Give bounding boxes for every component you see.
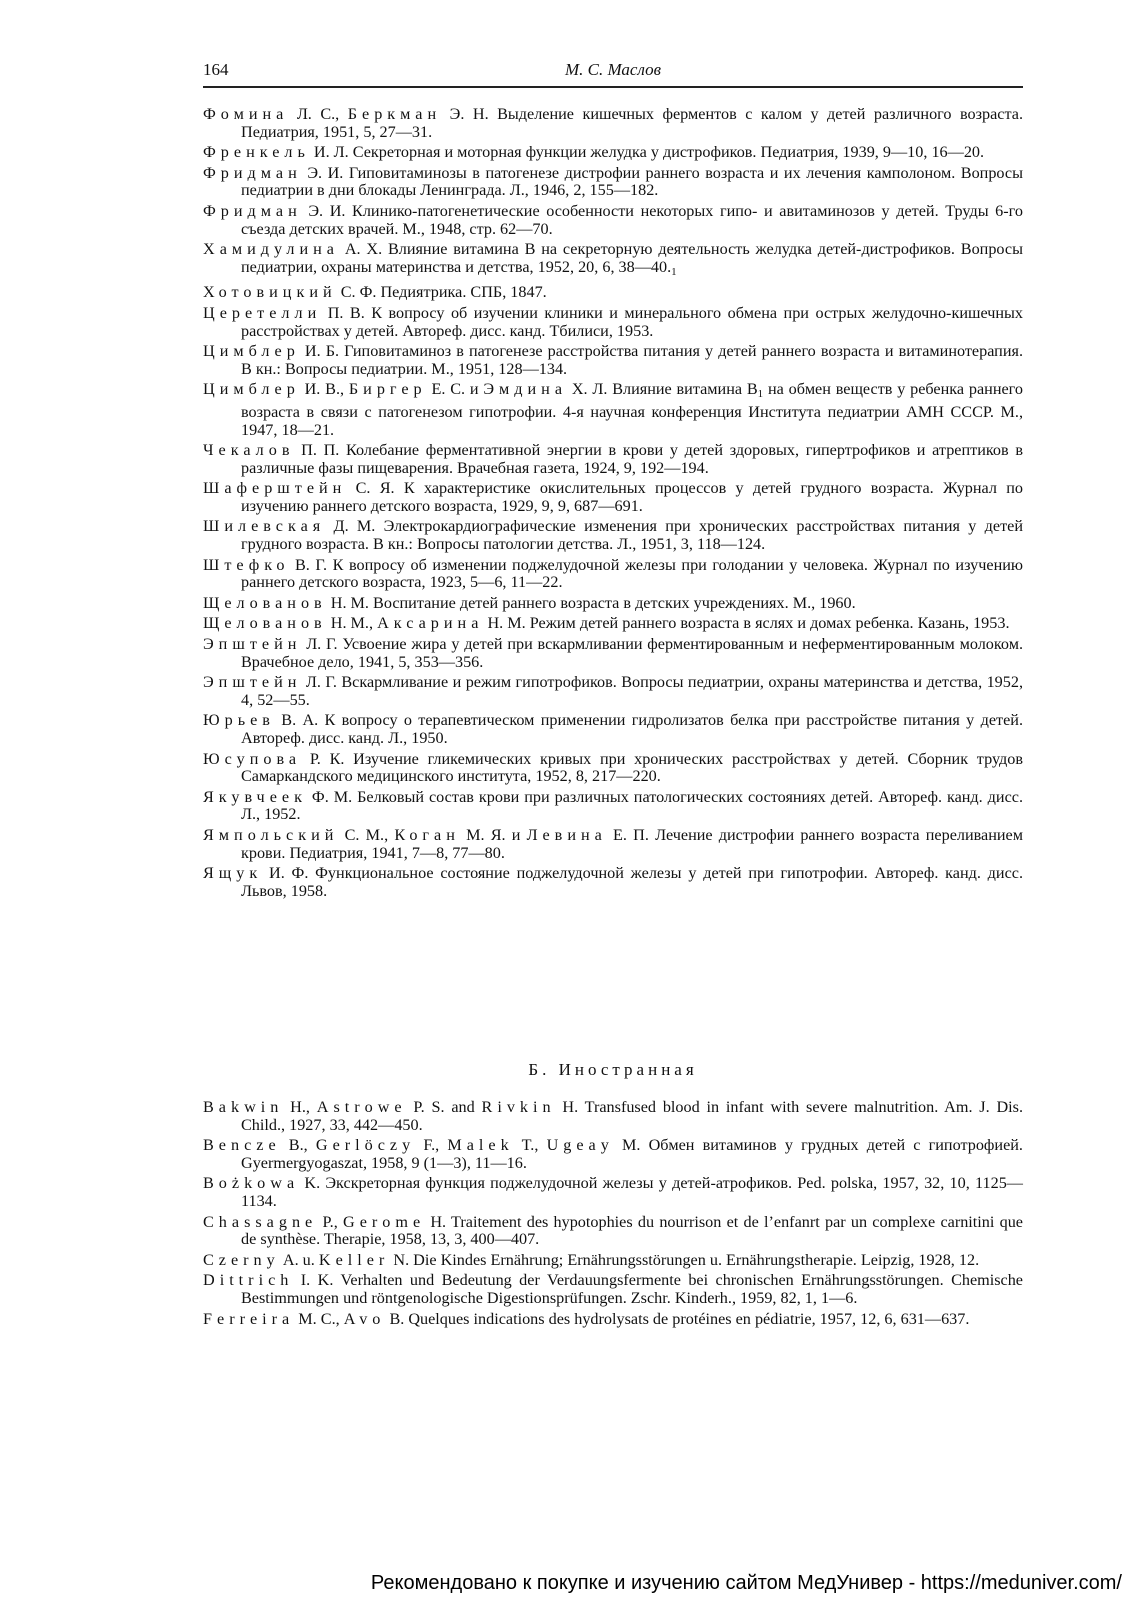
reference-text: А. Х. Влияние витамина B <box>339 240 536 259</box>
reference-text: Х. Л. Влияние витамина B <box>567 380 758 399</box>
reference-text: P., <box>317 1212 343 1231</box>
author-surname: Keller <box>318 1250 390 1269</box>
reference-entry <box>203 674 1023 709</box>
reference-entry <box>203 106 1023 141</box>
reference-text: Э. И. Гиповитаминозы в патогенезе дистрофии раннего возраста и их лечения камполоном. Вопросы педиатрии в дни блокады Ленинграда. Л., 1946, 2, 155—182. <box>241 163 1023 200</box>
author-surname: Чекалов <box>203 441 295 460</box>
reference-text: I. K. Verhalten und Bedeutung der Verdauungsfermente bei chronischen Ernährungsstörungen. Chemische Bestimmungen und röntgenologische Digestionsprüfungen. Zschr. Kinderh., 1959, 82, 1, 1—6. <box>241 1271 1023 1307</box>
author-surname: Gerome <box>343 1212 426 1231</box>
author-surname: Эпштейн <box>203 673 302 692</box>
reference-text: на секреторную деятельность желудка детей-дистрофиков. Вопросы педиатрии, охраны материнства и детства, 1952, 20, 6, 38—40. <box>241 240 1023 276</box>
reference-text: И. Б. Гиповитаминоз в патогенезе расстройства питания у детей раннего возраста и витаминотерапия. В кн.: Вопросы педиатрии. М., 1951, 128—134. <box>241 342 1023 378</box>
reference-text: Н. М. Воспитание детей раннего возраста в детских учреждениях. М., 1960. <box>326 593 856 612</box>
reference-entry <box>203 144 1023 162</box>
reference-text: B. Quelques indications des hydrolysats de protéines en pédiatrie, 1957, 12, 6, 631—637. <box>385 1309 970 1328</box>
author-surname: Щелованов <box>203 593 327 612</box>
author-surname: Цимблер <box>203 380 300 399</box>
reference-entry <box>203 165 1023 200</box>
reference-entry <box>203 865 1023 900</box>
reference-text: B., <box>280 1136 316 1155</box>
author-surname: Коган <box>394 825 460 844</box>
author-surname: Astrowe <box>316 1098 407 1116</box>
author-surname: Церетелли <box>203 303 322 322</box>
reference-text: П. В. К вопросу об изучении клиники и минерального обмена при острых желудочно-кишечных расстройствах у детей. Автореф. дисс. канд. Тбилиси, 1953. <box>241 303 1023 340</box>
author-surname: Ящук <box>203 864 263 883</box>
reference-text: Э. И. Клинико-патогенетические особенности некоторых гипо- и авитаминозов у детей. Труды 6-го съезда детских врачей. М., 1948, стр. 62—70. <box>241 201 1023 238</box>
reference-text: A. u. <box>279 1250 319 1269</box>
reference-entry <box>203 203 1023 238</box>
reference-text: H. Traitement des hypotophies du nourrison et de l’enfanrt par un complexe carnitini que de synthèse. Therapie, 1958, 13, 3, 400—407. <box>241 1212 1023 1249</box>
author-surname: Ямпольский <box>203 825 339 844</box>
author-surname: Френкель <box>203 143 310 162</box>
reference-text: P. S. and <box>406 1098 482 1116</box>
author-surname: Фомина <box>203 105 289 123</box>
author-surname: Bakwin <box>203 1098 284 1116</box>
author-surname: Эпштейн <box>203 635 302 654</box>
reference-entry <box>203 595 1023 613</box>
reference-entry <box>203 343 1023 378</box>
reference-entry <box>203 241 1023 281</box>
author-surname: Шилевская <box>203 517 326 536</box>
reference-entry <box>203 615 1023 633</box>
reference-text: на обмен веществ у ребенка раннего возраста в связи с патогенезом гипотрофии. 4-я научная конференция Института педиатрии АМН СССР. М., 1947, 18—21. <box>241 380 1024 439</box>
author-surname: Ferreira <box>203 1309 295 1328</box>
reference-text: Д. М. Электрокардиографические изменения при хронических расстройствах питания у детей грудного возраста. В кн.: Вопросы патологии детства. Л., 1951, 3, 118—124. <box>241 517 1023 554</box>
reference-text: Л. С., <box>288 105 348 123</box>
reference-entry <box>203 284 1023 302</box>
author-surname: Юсупова <box>203 749 302 768</box>
author-surname: Хотовицкий <box>203 283 337 302</box>
author-surname: Chassagne <box>203 1212 318 1231</box>
reference-text: С. Ф. Педиятрика. СПБ, 1847. <box>336 283 547 302</box>
reference-entry <box>203 1311 1023 1329</box>
reference-text: И. Ф. Функциональное состояние поджелудочной железы у детей при гипотрофии. Автореф. канд. дисс. Львов, 1958. <box>241 864 1023 900</box>
author-surname: Биргер <box>348 380 427 399</box>
reference-text: И. В., <box>299 380 349 399</box>
subscript: 1 <box>757 388 764 401</box>
reference-text: M. C., <box>294 1309 344 1328</box>
running-head: М. С. Маслов <box>565 60 661 79</box>
author-surname: Хамидулина <box>203 240 339 259</box>
reference-entry <box>203 518 1023 553</box>
subscript: 1 <box>671 265 677 278</box>
reference-text: Е. П. Лечение дистрофии раннего возраста переливанием крови. Педиатрия, 1941, 7—8, 77—80. <box>241 825 1023 862</box>
section-title: Б. Иностранная <box>528 1060 698 1079</box>
reference-text: С. Я. К характеристике окислительных процессов у детей грудного возраста. Журнал по изучению раннего детского возраста, 1929, 9, 9, 687—691. <box>241 479 1023 515</box>
reference-list-russian <box>203 106 1023 903</box>
reference-text: M. Обмен витаминов у грудных детей с гипотрофией. Gyermergyogaszat, 1958, 9 (1—3), 11—16. <box>241 1136 1023 1172</box>
reference-text: И. Л. Секреторная и моторная функции желудка у дистрофиков. Педиатрия, 1939, 9—10, 16—20. <box>309 143 985 162</box>
author-surname: Ugeay <box>546 1136 614 1155</box>
reference-text: T., <box>513 1136 547 1155</box>
author-surname: Dittrich <box>203 1271 294 1290</box>
reference-entry <box>203 712 1023 747</box>
author-surname: Цимблер <box>203 342 300 361</box>
author-surname: Штефко <box>203 555 290 574</box>
reference-text: Р. К. Изучение гликемических кривых при хронических расстройствах у детей. Сборник трудов Самаркандского медицинского института, 1952, 8, 217—220. <box>241 749 1023 786</box>
reference-entry <box>203 789 1023 824</box>
reference-text: H. Transfused blood in infant with severe malnutrition. Am. J. Dis. Child., 1927, 33, 442—450. <box>241 1098 1023 1134</box>
author-surname: Аксарина <box>377 614 484 633</box>
page-header <box>203 58 1023 88</box>
author-surname: Левина <box>526 825 607 844</box>
reference-text: Л. Г. Усвоение жира у детей при вскармливании ферментированным и неферментированным молоком. Врачебное дело, 1941, 5, 353—356. <box>241 635 1023 671</box>
author-surname: Юрьев <box>203 711 275 730</box>
author-surname: Фридман <box>203 163 302 182</box>
reference-entry <box>203 1252 1023 1270</box>
author-surname: Gerlöczy <box>315 1136 416 1155</box>
reference-text: В. А. К вопросу о терапевтическом применении гидролизатов белка при расстройстве питания у детей. Автореф. дисс. канд. Л., 1950. <box>241 711 1023 747</box>
watermark-link[interactable]: Рекомендовано к покупке и изучению сайтом МедУнивер - https://meduniver.com/ <box>370 1572 1122 1594</box>
reference-text: Л. Г. Вскармливание и режим гипотрофиков. Вопросы педиатрии, охраны материнства и детства, 1952, 4, 52—55. <box>241 673 1023 709</box>
author-surname: Rivkin <box>481 1098 556 1116</box>
author-surname: Malek <box>447 1136 514 1155</box>
reference-entry <box>203 1099 1023 1134</box>
author-surname: Avo <box>343 1309 386 1328</box>
reference-entry <box>203 636 1023 671</box>
reference-entry <box>203 1137 1023 1172</box>
author-surname: Эмдина <box>483 380 568 399</box>
author-surname: Bencze <box>203 1136 281 1155</box>
author-surname: Czerny <box>203 1250 280 1269</box>
author-surname: Bożkowa <box>203 1174 300 1193</box>
author-surname: Якувчеек <box>203 787 307 806</box>
reference-text: М. Я. и <box>459 825 527 844</box>
reference-text: Э. Н. Выделение кишечных ферментов с калом у детей различного возраста. Педиатрия, 1951, 5, 27—31. <box>241 105 1023 141</box>
reference-entry <box>203 1214 1023 1249</box>
reference-text: В. Г. К вопросу об изменении поджелудочной железы при голодании у человека. Журнал по изучению раннего детского возраста, 1923, 5—6, 11—22. <box>241 555 1023 592</box>
reference-text: K. Экскреторная функция поджелудочной железы у детей-атрофиков. Ped. polska, 1957, 32, 10, 1125—1134. <box>241 1174 1023 1210</box>
reference-text: H., <box>283 1098 317 1116</box>
reference-text: Ф. М. Белковый состав крови при различных патологических состояниях детей. Автореф. канд. дисс. Л., 1952. <box>241 787 1023 824</box>
reference-text: Н. М., <box>326 614 378 633</box>
reference-entry <box>203 827 1023 862</box>
reference-entry <box>203 442 1023 477</box>
author-surname: Фридман <box>203 201 302 220</box>
reference-text: F., <box>415 1136 448 1155</box>
reference-text: С. М., <box>338 825 395 844</box>
author-surname: Щелованов <box>203 614 327 633</box>
reference-entry <box>203 381 1023 439</box>
reference-text: N. Die Kindes Ernährung; Ernährungsstörungen u. Ernährungstherapie. Leipzig, 1928, 12. <box>389 1250 980 1269</box>
reference-entry <box>203 557 1023 592</box>
reference-entry <box>203 1272 1023 1307</box>
reference-text: П. П. Колебание ферментативной энергии в крови у детей здоровых, гипертрофиков и атрептиков в различные фазы пищеварения. Врачебная газета, 1924, 9, 192—194. <box>241 441 1023 477</box>
reference-entry <box>203 480 1023 515</box>
reference-entry <box>203 305 1023 340</box>
reference-entry <box>203 1175 1023 1210</box>
page-number: 164 <box>203 60 229 79</box>
reference-list-foreign <box>203 1099 1023 1331</box>
reference-entry <box>203 751 1023 786</box>
author-surname: Шаферштейн <box>203 479 347 498</box>
reference-text: Н. М. Режим детей раннего возраста в яслях и домах ребенка. Казань, 1953. <box>483 614 1010 633</box>
author-surname: Беркман <box>347 105 442 123</box>
reference-text: Е. С. и <box>426 380 484 399</box>
